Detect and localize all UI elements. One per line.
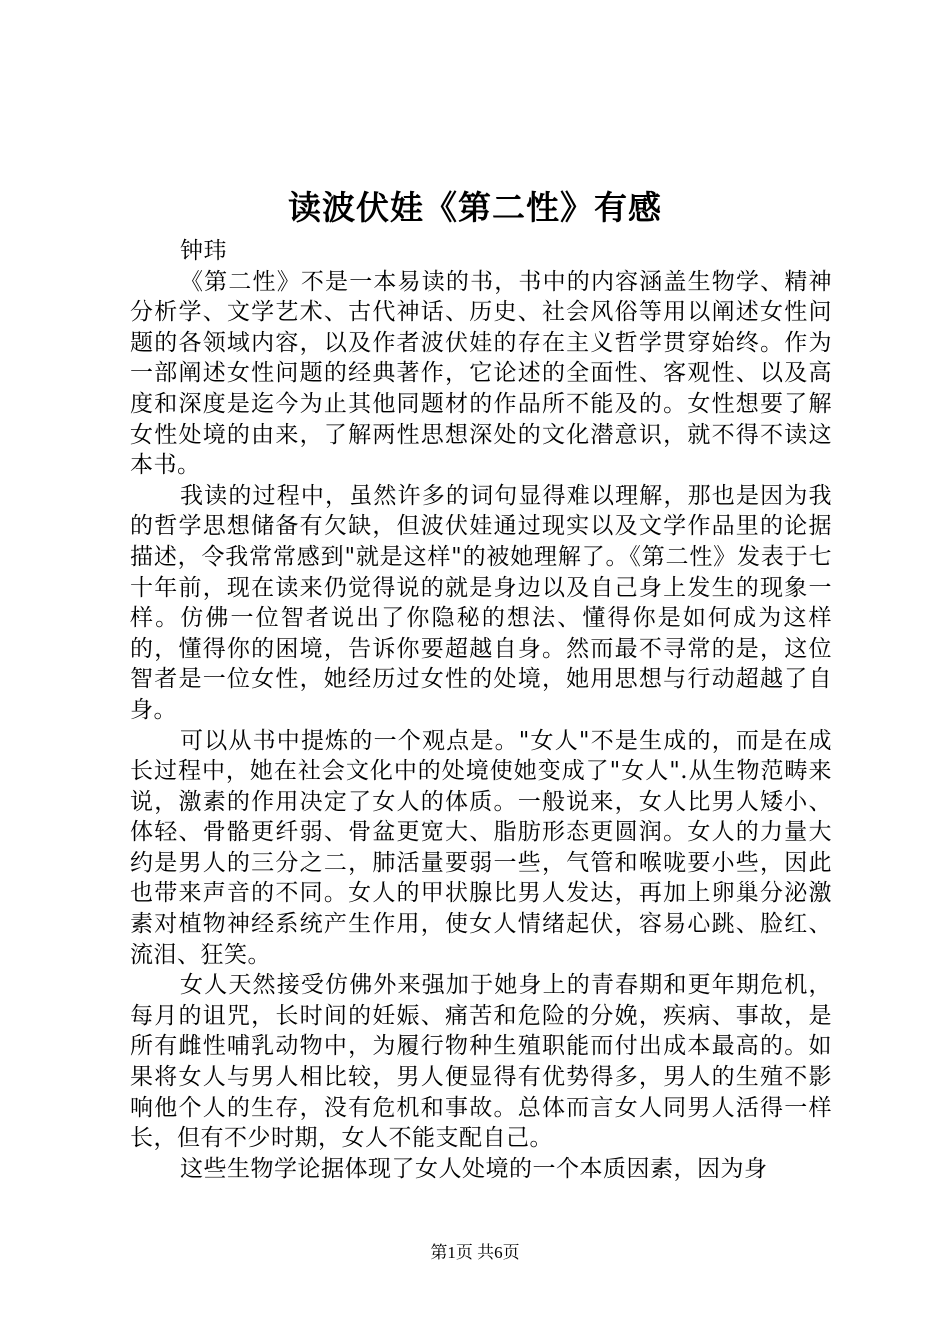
document-title: 读波伏娃《第二性》有感 (288, 188, 662, 227)
document-body (130, 236, 832, 1184)
paragraph-4: 女人天然接受仿佛外来强加于她身上的青春期和更年期危机，每月的诅咒，长时间的妊娠、痛苦和危险的分娩，疾病、事故，是所有雌性哺乳动物中，为履行物种生殖职能而付出成本最高的。如果将女人与男人相比较，男人便显得有优势得多，男人的生殖不影响他个人的生存，没有危机和事故。总体而言女人同男人活得一样长，但有不少时期，女人不能支配自己。 (130, 972, 832, 1152)
paragraph-3: 可以从书中提炼的一个观点是。"女人"不是生成的，而是在成长过程中，她在社会文化中的处境使她变成了"女人".从生物范畴来说，激素的作用决定了女人的体质。一般说来，女人比男人矮小、体轻、骨骼更纤弱、骨盆更宽大、脂肪形态更圆润。女人的力量大约是男人的三分之二，肺活量要弱一些，气管和喉咙要小些，因此也带来声音的不同。女人的甲状腺比男人发达，再加上卵巢分泌激素对植物神经系统产生作用，使女人情绪起伏，容易心跳、脸红、流泪、狂笑。 (130, 727, 832, 968)
author-name: 钟玮 (180, 238, 227, 264)
paragraph-2: 我读的过程中，虽然许多的词句显得难以理解，那也是因为我的哲学思想储备有欠缺，但波伏娃通过现实以及文学作品里的论据描述，令我常常感到"就是这样"的被她理解了。《第二性》发表于七十年前，现在读来仍觉得说的就是身边以及自己身上发生的现象一样。仿佛一位智者说出了你隐秘的想法、懂得你是如何成为这样的，懂得你的困境，告诉你要超越自身。然而最不寻常的是，这位智者是一位女性，她经历过女性的处境，她用思想与行动超越了自身。 (130, 482, 832, 723)
paragraph-5: 这些生物学论据体现了女人处境的一个本质因素，因为身 (180, 1155, 768, 1182)
page-footer: 第1页 共6页 (430, 1243, 520, 1262)
paragraph-1: 《第二性》不是一本易读的书，书中的内容涵盖生物学、精神分析学、文学艺术、古代神话、历史、社会风俗等用以阐述女性问题的各领域内容，以及作者波伏娃的存在主义哲学贯穿始终。作为一部阐述女性问题的经典著作，它论述的全面性、客观性、以及高度和深度是迄今为止其他同题材的作品所不能及的。女性想要了解女性处境的由来，了解两性思想深处的文化潜意识，就不得不读这本书。 (130, 268, 832, 479)
